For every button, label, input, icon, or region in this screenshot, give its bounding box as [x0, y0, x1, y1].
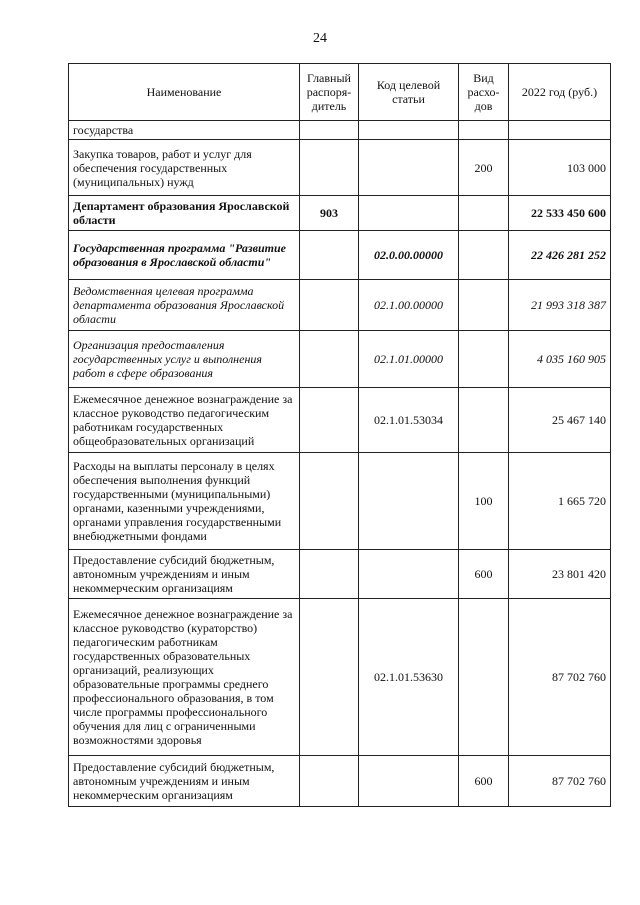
table-row: [69, 140, 611, 196]
row-code: [359, 140, 459, 196]
table-body: [69, 121, 611, 807]
header-name: Наименование: [69, 64, 300, 121]
table-row: [69, 388, 611, 453]
row-code: [359, 756, 459, 807]
row-chief: [300, 453, 359, 550]
table-row: [69, 550, 611, 599]
row-code: [359, 550, 459, 599]
row-chief: [300, 388, 359, 453]
table-row: [69, 756, 611, 807]
page-number: 24: [313, 31, 327, 46]
header-code: Код целевой статьи: [359, 64, 459, 121]
row-code: [359, 453, 459, 550]
row-chief: [300, 280, 359, 331]
header-type: Вид расхо-дов: [459, 64, 509, 121]
table-row: [69, 196, 611, 231]
row-type: 200: [459, 140, 509, 196]
row-type: [459, 599, 509, 756]
row-chief: [300, 756, 359, 807]
row-chief: [300, 121, 359, 140]
row-name: Предоставление субсидий бюджетным, автономным учреждениям и иным некоммерческим организациям: [69, 756, 300, 807]
row-name: Департамент образования Ярославской области: [69, 196, 300, 231]
row-type: [459, 121, 509, 140]
row-name: Предоставление субсидий бюджетным, автономным учреждениям и иным некоммерческим организациям: [69, 550, 300, 599]
table-header-row: [69, 64, 611, 121]
row-name: Закупка товаров, работ и услуг для обеспечения государственных (муниципальных) нужд: [69, 140, 300, 196]
row-amount: 25 467 140: [509, 388, 611, 453]
row-name: Ежемесячное денежное вознаграждение за классное руководство (кураторство) педагогическим работникам государственных образовательных организаций, реализующих образовательные программы среднего профессионального образования, в том числе программы профессионального обучения для лиц с ограниченными возможностями здоровья: [69, 599, 300, 756]
row-amount: 1 665 720: [509, 453, 611, 550]
table-row: [69, 599, 611, 756]
header-chief: Главный распоря-дитель: [300, 64, 359, 121]
row-chief: [300, 331, 359, 388]
table-row: [69, 453, 611, 550]
row-chief: [300, 231, 359, 280]
row-type: [459, 231, 509, 280]
row-type: [459, 196, 509, 231]
row-amount: 87 702 760: [509, 599, 611, 756]
row-amount: 87 702 760: [509, 756, 611, 807]
table-row: [69, 121, 611, 140]
row-amount: 23 801 420: [509, 550, 611, 599]
row-type: [459, 388, 509, 453]
row-chief: 903: [300, 196, 359, 231]
row-amount: [509, 121, 611, 140]
row-type: 100: [459, 453, 509, 550]
row-code: [359, 196, 459, 231]
row-type: [459, 331, 509, 388]
row-type: 600: [459, 756, 509, 807]
row-amount: 21 993 318 387: [509, 280, 611, 331]
row-code: 02.1.01.00000: [359, 331, 459, 388]
row-code: 02.1.00.00000: [359, 280, 459, 331]
row-code: 02.1.01.53630: [359, 599, 459, 756]
row-name: Расходы на выплаты персоналу в целях обеспечения выполнения функций государственными (муниципальными) органами, казенными учреждениями, органами управления государственными внебюджетными фондами: [69, 453, 300, 550]
row-name: государства: [69, 121, 300, 140]
row-name: Ведомственная целевая программа департамента образования Ярославской области: [69, 280, 300, 331]
row-type: 600: [459, 550, 509, 599]
row-amount: 22 426 281 252: [509, 231, 611, 280]
row-code: 02.1.01.53034: [359, 388, 459, 453]
budget-table: [68, 63, 611, 807]
row-code: [359, 121, 459, 140]
row-chief: [300, 599, 359, 756]
table-row: [69, 231, 611, 280]
row-chief: [300, 550, 359, 599]
row-amount: 22 533 450 600: [509, 196, 611, 231]
row-chief: [300, 140, 359, 196]
row-code: 02.0.00.00000: [359, 231, 459, 280]
header-amount: 2022 год (руб.): [509, 64, 611, 121]
row-name: Ежемесячное денежное вознаграждение за классное руководство педагогическим работникам государственных общеобразовательных организаций: [69, 388, 300, 453]
row-amount: 103 000: [509, 140, 611, 196]
row-name: Организация предоставления государственных услуг и выполнения работ в сфере образования: [69, 331, 300, 388]
table-row: [69, 331, 611, 388]
row-amount: 4 035 160 905: [509, 331, 611, 388]
row-name: Государственная программа "Развитие образования в Ярославской области": [69, 231, 300, 280]
table-row: [69, 280, 611, 331]
row-type: [459, 280, 509, 331]
